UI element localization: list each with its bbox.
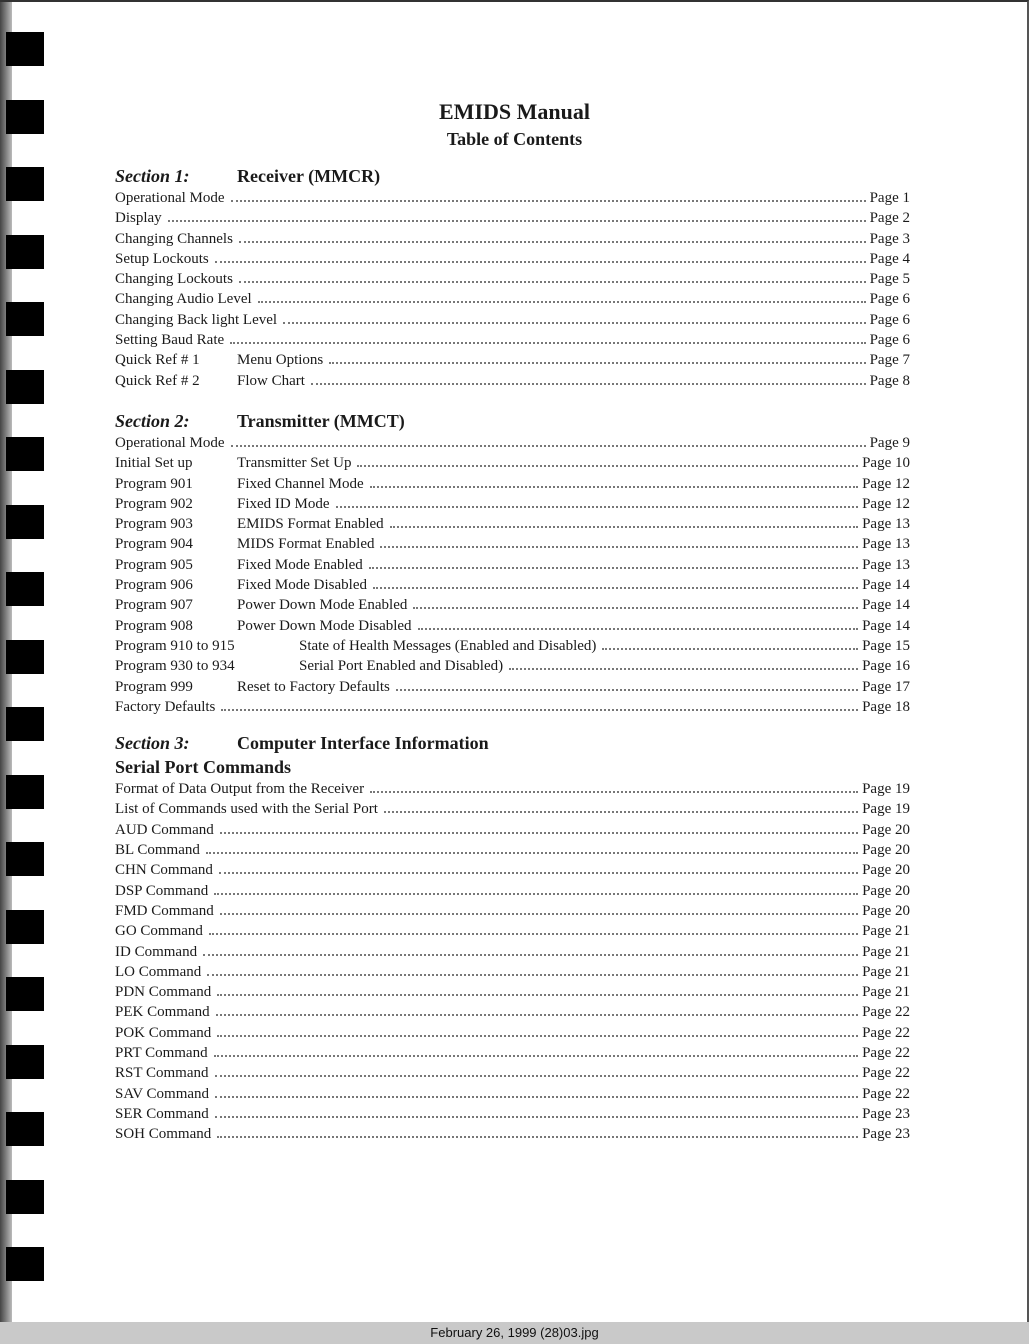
toc-entry-page: Page 23 — [862, 1105, 910, 1122]
section-subheading: Serial Port Commands — [115, 757, 291, 778]
toc-entry-description: Fixed ID Mode — [237, 495, 330, 512]
toc-entry-label: CHN Command — [115, 862, 213, 879]
dot-leader — [168, 220, 866, 222]
toc-entry-label: Program 906 — [115, 577, 193, 594]
toc-entry-label: Quick Ref # 2 — [115, 372, 200, 389]
toc-entry — [115, 249, 910, 269]
dot-leader — [217, 1035, 858, 1037]
toc-entry-description: Fixed Mode Enabled — [237, 556, 363, 573]
section-name: Transmitter (MMCT) — [237, 410, 405, 431]
toc-entry-page: Page 5 — [869, 271, 910, 288]
dot-leader — [203, 954, 858, 956]
toc-entry-description: MIDS Format Enabled — [237, 536, 375, 553]
toc-entry-label: Program 908 — [115, 617, 193, 634]
toc-entry-description: Power Down Mode Enabled — [237, 597, 408, 614]
toc-entry — [115, 656, 910, 676]
dot-leader — [220, 832, 858, 834]
binding-ring — [6, 302, 44, 336]
dot-leader — [215, 1075, 859, 1077]
dot-leader — [369, 567, 858, 569]
toc-entry-page: Page 16 — [862, 658, 910, 675]
toc-entry-page: Page 22 — [862, 1024, 910, 1041]
binding-ring — [6, 1112, 44, 1146]
binding-ring — [6, 235, 44, 269]
toc-entry-page: Page 19 — [862, 801, 910, 818]
document-title: EMIDS Manual — [439, 99, 590, 124]
toc-entry — [115, 982, 910, 1002]
dot-leader — [418, 628, 859, 630]
binding-ring — [6, 842, 44, 876]
toc-entry-page: Page 13 — [862, 516, 910, 533]
toc-entry-label: RST Command — [115, 1065, 209, 1082]
toc-entry-label: SER Command — [115, 1105, 209, 1122]
toc-entry-label: Changing Audio Level — [115, 291, 252, 308]
section-heading — [115, 731, 910, 755]
toc-entry-label: Program 902 — [115, 495, 193, 512]
toc-entry-page: Page 14 — [862, 597, 910, 614]
toc-entry — [115, 595, 910, 615]
toc-entry-page: Page 23 — [862, 1126, 910, 1143]
dot-leader — [258, 301, 866, 303]
toc-entry-page: Page 21 — [862, 984, 910, 1001]
toc-entry-page: Page 6 — [869, 291, 910, 308]
binding-ring — [6, 505, 44, 539]
toc-entry — [115, 697, 910, 717]
dot-leader — [370, 486, 858, 488]
toc-entry-page: Page 14 — [862, 617, 910, 634]
toc-entry-description: Transmitter Set Up — [237, 455, 352, 472]
binding-ring — [6, 167, 44, 201]
toc-entry-description: Flow Chart — [237, 372, 305, 389]
toc-entry-label: DSP Command — [115, 882, 209, 899]
toc-entry-description: State of Health Messages (Enabled and Disabled) — [299, 637, 597, 654]
toc-entry-page: Page 7 — [869, 352, 910, 369]
dot-leader — [231, 445, 866, 447]
dot-leader — [207, 974, 858, 976]
section-heading — [115, 409, 910, 433]
toc-entry-label: Operational Mode — [115, 434, 225, 451]
toc-entry — [115, 881, 910, 901]
toc-entry — [115, 433, 910, 453]
toc-entry — [115, 289, 910, 309]
binding-ring — [6, 977, 44, 1011]
binding-ring — [6, 437, 44, 471]
toc-entry-page: Page 18 — [862, 698, 910, 715]
toc-entry-page: Page 14 — [862, 577, 910, 594]
toc-entry-label: Program 905 — [115, 556, 193, 573]
toc-entry-page: Page 20 — [862, 902, 910, 919]
binding-ring — [6, 370, 44, 404]
toc-entry-description: EMIDS Format Enabled — [237, 516, 384, 533]
document-subtitle: Table of Contents — [446, 129, 583, 149]
toc-entry-page: Page 4 — [869, 250, 910, 267]
toc-entry — [115, 779, 910, 799]
dot-leader — [373, 587, 858, 589]
section-number: Section 2: — [115, 410, 190, 431]
dot-leader — [219, 872, 858, 874]
toc-entry-label: Setup Lockouts — [115, 250, 209, 267]
toc-entry-label: PDN Command — [115, 984, 212, 1001]
toc-entry-description: Power Down Mode Disabled — [237, 617, 412, 634]
toc-entry-page: Page 1 — [869, 190, 910, 206]
toc-entry-page: Page 22 — [862, 1085, 910, 1102]
dot-leader — [215, 1096, 858, 1098]
toc-entry — [115, 1002, 910, 1022]
binding-ring — [6, 707, 44, 741]
toc-entry-label: BL Command — [115, 842, 200, 859]
dot-leader — [231, 200, 866, 202]
table-of-contents — [115, 164, 910, 1144]
toc-entry-page: Page 13 — [862, 536, 910, 553]
toc-entry — [115, 942, 910, 962]
toc-entry-page: Page 17 — [862, 678, 910, 695]
toc-entry-label: Changing Channels — [115, 230, 233, 247]
dot-leader — [230, 342, 865, 344]
dot-leader — [209, 933, 858, 935]
toc-entry — [115, 860, 910, 880]
spiral-binding — [0, 2, 48, 1324]
toc-entry-label: PEK Command — [115, 1004, 210, 1021]
toc-entry-label: Setting Baud Rate — [115, 332, 225, 349]
toc-entry-page: Page 20 — [862, 862, 910, 879]
toc-entry-label: AUD Command — [115, 821, 214, 838]
toc-entry — [115, 269, 910, 289]
toc-entry — [115, 962, 910, 982]
toc-entry-page: Page 2 — [869, 210, 910, 227]
toc-entry — [115, 1104, 910, 1124]
toc-entry — [115, 1084, 910, 1104]
toc-entry — [115, 1023, 910, 1043]
toc-entry-label: PRT Command — [115, 1044, 208, 1061]
section-number: Section 3: — [115, 733, 190, 754]
toc-entry-label: LO Command — [115, 963, 202, 980]
toc-entry-page: Page 6 — [869, 332, 910, 349]
toc-entry-page: Page 21 — [862, 963, 910, 980]
toc-entry-label: FMD Command — [115, 902, 214, 919]
binding-ring — [6, 640, 44, 674]
toc-entry-label: Program 907 — [115, 597, 193, 614]
toc-entry — [115, 229, 910, 249]
toc-entry — [115, 1063, 910, 1083]
toc-entry-label: Operational Mode — [115, 190, 225, 206]
dot-leader — [384, 811, 858, 813]
toc-entry-label: Display — [115, 210, 162, 227]
dot-leader — [602, 648, 858, 650]
dot-leader — [380, 546, 858, 548]
toc-entry-page: Page 19 — [862, 781, 910, 798]
toc-entry — [115, 820, 910, 840]
binding-ring — [6, 1180, 44, 1214]
toc-entry — [115, 208, 910, 228]
toc-entry-label: List of Commands used with the Serial Port — [115, 801, 378, 818]
toc-entry-page: Page 12 — [862, 495, 910, 512]
toc-entry — [115, 453, 910, 473]
toc-entry-description: Serial Port Enabled and Disabled) — [299, 658, 504, 675]
binding-ring — [6, 910, 44, 944]
toc-entry-label: POK Command — [115, 1024, 212, 1041]
dot-leader — [216, 1014, 858, 1016]
toc-entry — [115, 921, 910, 941]
toc-entry-page: Page 13 — [862, 556, 910, 573]
toc-entry-label: Program 901 — [115, 475, 193, 492]
dot-leader — [214, 893, 858, 895]
binding-ring — [6, 1045, 44, 1079]
section-heading — [115, 164, 910, 188]
dot-leader — [214, 1055, 858, 1057]
dot-leader — [215, 1116, 858, 1118]
toc-entry-label: Initial Set up — [115, 455, 193, 472]
toc-entry-description: Reset to Factory Defaults — [237, 678, 390, 695]
toc-entry-page: Page 21 — [862, 923, 910, 940]
toc-entry — [115, 1043, 910, 1063]
dot-leader — [239, 281, 866, 283]
dot-leader — [239, 241, 866, 243]
section-name: Receiver (MMCR) — [237, 166, 381, 186]
dot-leader — [413, 607, 858, 609]
toc-entry-label: Changing Lockouts — [115, 271, 233, 288]
toc-entry — [115, 188, 910, 208]
toc-entry — [115, 575, 910, 595]
dot-leader — [217, 994, 858, 996]
section-name: Computer Interface Information — [237, 733, 489, 754]
toc-entry-page: Page 15 — [862, 637, 910, 654]
toc-entry-label: Program 930 to 934 — [115, 658, 235, 675]
dot-leader — [396, 689, 858, 691]
toc-entry-label: Program 999 — [115, 678, 193, 695]
toc-entry — [115, 371, 910, 391]
toc-entry — [115, 901, 910, 921]
dot-leader — [311, 383, 866, 385]
toc-entry-label: Program 910 to 915 — [115, 637, 235, 654]
toc-entry — [115, 514, 910, 534]
dot-leader — [370, 791, 858, 793]
toc-entry-page: Page 22 — [862, 1065, 910, 1082]
toc-entry-page: Page 20 — [862, 882, 910, 899]
dot-leader — [283, 322, 866, 324]
toc-entry-description: Menu Options — [237, 352, 324, 369]
toc-entry — [115, 840, 910, 860]
image-caption: February 26, 1999 (28)03.jpg — [0, 1322, 1029, 1344]
toc-entry-label: Format of Data Output from the Receiver — [115, 781, 365, 798]
toc-entry-page: Page 9 — [869, 434, 910, 451]
toc-entry — [115, 799, 910, 819]
dot-leader — [221, 709, 858, 711]
toc-entry-label: Program 904 — [115, 536, 193, 553]
toc-entry-label: Quick Ref # 1 — [115, 352, 200, 369]
toc-entry-description: Fixed Channel Mode — [237, 475, 364, 492]
toc-entry-page: Page 22 — [862, 1044, 910, 1061]
dot-leader — [336, 506, 859, 508]
toc-entry-page: Page 12 — [862, 475, 910, 492]
binding-ring — [6, 775, 44, 809]
toc-entry-label: Changing Back light Level — [115, 311, 278, 328]
binding-ring — [6, 572, 44, 606]
toc-entry — [115, 330, 910, 350]
section-number: Section 1: — [115, 166, 190, 186]
dot-leader — [357, 465, 858, 467]
dot-leader — [329, 362, 865, 364]
toc-entry-page: Page 20 — [862, 842, 910, 859]
binding-ring — [6, 32, 44, 66]
toc-entry — [115, 555, 910, 575]
toc-entry-description: Fixed Mode Disabled — [237, 577, 367, 594]
toc-entry — [115, 616, 910, 636]
dot-leader — [215, 261, 866, 263]
toc-entry — [115, 474, 910, 494]
toc-entry-page: Page 10 — [862, 455, 910, 472]
toc-entry-label: GO Command — [115, 923, 203, 940]
toc-entry-page: Page 21 — [862, 943, 910, 960]
toc-entry — [115, 534, 910, 554]
toc-entry — [115, 1124, 910, 1144]
toc-entry-page: Page 8 — [869, 372, 910, 389]
toc-entry-page: Page 6 — [869, 311, 910, 328]
toc-entry-label: SAV Command — [115, 1085, 210, 1102]
toc-entry-page: Page 3 — [869, 230, 910, 247]
dot-leader — [220, 913, 858, 915]
toc-entry-page: Page 20 — [862, 821, 910, 838]
toc-entry-label: SOH Command — [115, 1126, 212, 1143]
toc-entry-label: Factory Defaults — [115, 698, 216, 715]
dot-leader — [390, 526, 858, 528]
toc-entry-label: ID Command — [115, 943, 198, 960]
toc-entry — [115, 677, 910, 697]
dot-leader — [509, 668, 858, 670]
toc-entry — [115, 494, 910, 514]
dot-leader — [206, 852, 858, 854]
dot-leader — [217, 1136, 858, 1138]
binding-ring — [6, 1247, 44, 1281]
toc-entry-page: Page 22 — [862, 1004, 910, 1021]
toc-entry-label: Program 903 — [115, 516, 193, 533]
toc-entry — [115, 310, 910, 330]
document-header — [0, 98, 1029, 152]
toc-entry — [115, 636, 910, 656]
toc-entry — [115, 350, 910, 370]
